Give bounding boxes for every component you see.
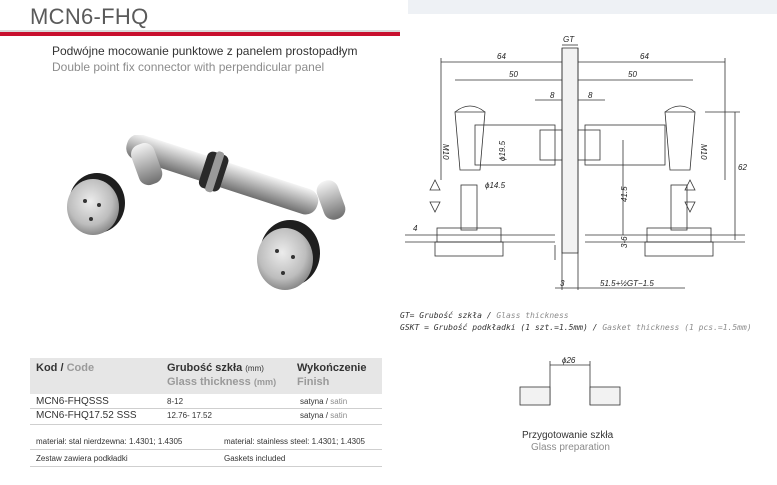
technical-drawing	[395, 30, 777, 295]
th-finish-pl: Wykończenie	[297, 362, 367, 374]
kit-note-english: Gaskets included	[224, 454, 286, 463]
note-gt: GT= Grubość szkła / Glass thickness	[400, 311, 569, 320]
dim-4: 4	[413, 224, 418, 233]
th-glass-en: Glass thickness (mm)	[167, 376, 277, 388]
material-polish: materiał: stal nierdzewna: 1.4301; 1.4305	[36, 437, 183, 446]
dim-64-left: 64	[497, 52, 506, 61]
subtitle-polish: Podwójne mocowanie punktowe z panelem prostopadłym	[52, 44, 358, 58]
note-gskt: GSKT = Grubość podkładki (1 szt.=1.5mm) / Gasket thickness (1 pcs.=1.5mm)	[400, 323, 752, 332]
dim-50-left: 50	[509, 70, 518, 79]
kit-note-polish: Zestaw zawiera podkładki	[36, 454, 128, 463]
dim-8-left: 8	[550, 91, 555, 100]
label-m10-right: M10	[699, 144, 708, 160]
row-divider	[30, 466, 382, 467]
th-code: Kod / Code	[36, 362, 95, 374]
row-2-glass: 12.76- 17.52	[167, 411, 212, 420]
subtitle-english: Double point fix connector with perpendicular panel	[52, 60, 325, 74]
th-finish-en: Finish	[297, 376, 330, 388]
glass-prep-diagram	[510, 355, 630, 425]
dim-50-right: 50	[628, 70, 637, 79]
dim-64-right: 64	[640, 52, 649, 61]
glass-prep-label-english: Glass preparation	[531, 442, 610, 453]
row-2-finish: satyna / satin	[300, 411, 348, 420]
dim-d14-5: ϕ14.5	[485, 181, 506, 190]
dim-8-right: 8	[588, 91, 593, 100]
label-m10-left: M10	[441, 144, 450, 160]
row-divider	[30, 424, 382, 425]
title-rule-red	[0, 32, 400, 36]
row-1-code: MCN6-FHQSSS	[36, 396, 109, 407]
product-photo	[55, 135, 355, 315]
row-divider	[30, 449, 382, 450]
dim-d19-5: ϕ19.5	[498, 140, 507, 161]
row-1-finish: satyna / satin	[300, 397, 348, 406]
dim-bottom: 51.5+½GT−1.5	[600, 279, 654, 288]
dim-d26: ϕ26	[562, 356, 576, 365]
page-title: MCN6-FHQ	[30, 4, 149, 29]
dim-3: 3	[560, 279, 565, 288]
left-fitting-disc	[67, 173, 125, 235]
row-1-glass: 8-12	[167, 397, 184, 406]
dim-3-6: 3-6	[620, 236, 629, 248]
dim-41-5: 41.5	[620, 186, 629, 202]
row-2-code: MCN6-FHQ17.52 SSS	[36, 410, 137, 421]
row-divider	[30, 408, 382, 409]
material-english: material: stainless steel: 1.4301; 1.4305	[224, 437, 365, 446]
top-banner	[408, 0, 777, 14]
th-glass-pl: Grubość szkła (mm)	[167, 362, 264, 374]
glass-prep-label-polish: Przygotowanie szkła	[522, 430, 614, 441]
right-fitting-disc	[257, 220, 320, 290]
dim-62: 62	[738, 163, 747, 172]
dim-gt: GT	[563, 35, 575, 44]
